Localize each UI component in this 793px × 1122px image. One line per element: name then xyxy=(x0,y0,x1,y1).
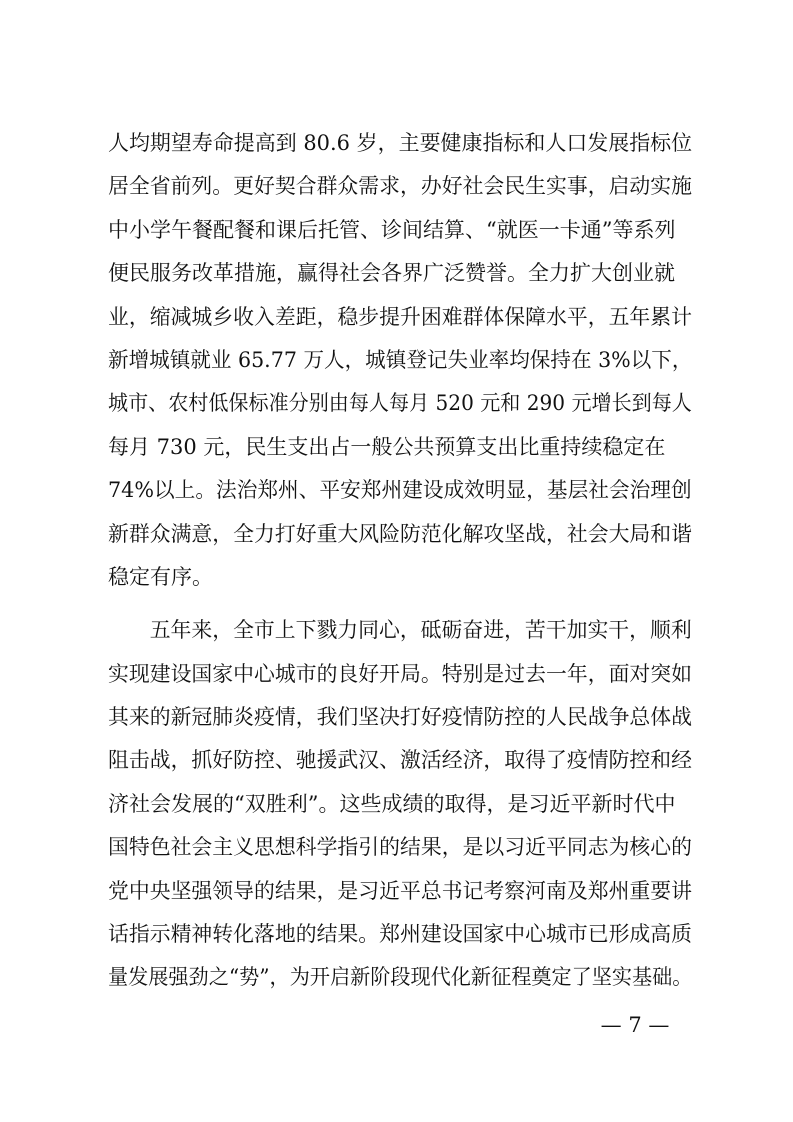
text-line: 便民服务改革措施，赢得社会各界广泛赞誉。全力扩大创业就 xyxy=(108,261,675,286)
paragraph xyxy=(108,122,692,599)
text-line: 国特色社会主义思想科学指引的结果，是以习近平同志为核心的 xyxy=(108,835,692,860)
paragraph-spacer xyxy=(108,599,692,609)
text-line: 人均期望寿命提高到 80.6 岁，主要健康指标和人口发展指标位 xyxy=(108,131,693,155)
text-line: 党中央坚强领导的结果，是习近平总书记考察河南及郑州重要讲 xyxy=(108,878,692,903)
text-line: 中小学午餐配餐和课后托管、诊间结算、“就医一卡通”等系列 xyxy=(108,217,676,242)
text-line: 其来的新冠肺炎疫情，我们坚决打好疫情防控的人民战争总体战 xyxy=(108,705,692,730)
text-line: 74%以上。法治郑州、平安郑州建设成效明显，基层社会治理创 xyxy=(108,478,692,503)
text-line: 阻击战，抓好防控、驰援武汉、激活经济，取得了疫情防控和经 xyxy=(108,748,692,773)
text-line: 济社会发展的“双胜利”。这些成绩的取得，是习近平新时代中 xyxy=(108,791,676,816)
page-number: — 7 — xyxy=(600,1013,670,1037)
text-line: 业，缩减城乡收入差距，稳步提升困难群体保障水平，五年累计 xyxy=(108,304,692,329)
text-line: 新增城镇就业 65.77 万人，城镇登记失业率均保持在 3%以下， xyxy=(108,347,693,372)
text-line: 稳定有序。 xyxy=(108,564,213,589)
text-line: 城市、农村低保标准分别由每人每月 520 元和 290 元增长到每人 xyxy=(108,391,692,416)
text-line: 量发展强劲之“势”，为开启新阶段现代化新征程奠定了坚实基础。 xyxy=(108,965,693,990)
text-line: 新群众满意，全力打好重大风险防范化解攻坚战，社会大局和谐 xyxy=(108,521,692,546)
text-line: 五年来，全市上下戮力同心，砥砺奋进，苦干加实干，顺利 xyxy=(149,618,692,643)
text-line: 每月 730 元，民生支出占一般公共预算支出比重持续稳定在 xyxy=(108,434,666,459)
paragraph xyxy=(108,609,692,1000)
text-line: 话指示精神转化落地的结果。郑州建设国家中心城市已形成高质 xyxy=(108,922,692,947)
document-body xyxy=(108,122,692,1000)
text-line: 居全省前列。更好契合群众需求，办好社会民生实事，启动实施 xyxy=(108,174,692,199)
text-line: 实现建设国家中心城市的良好开局。特别是过去一年，面对突如 xyxy=(108,661,692,686)
